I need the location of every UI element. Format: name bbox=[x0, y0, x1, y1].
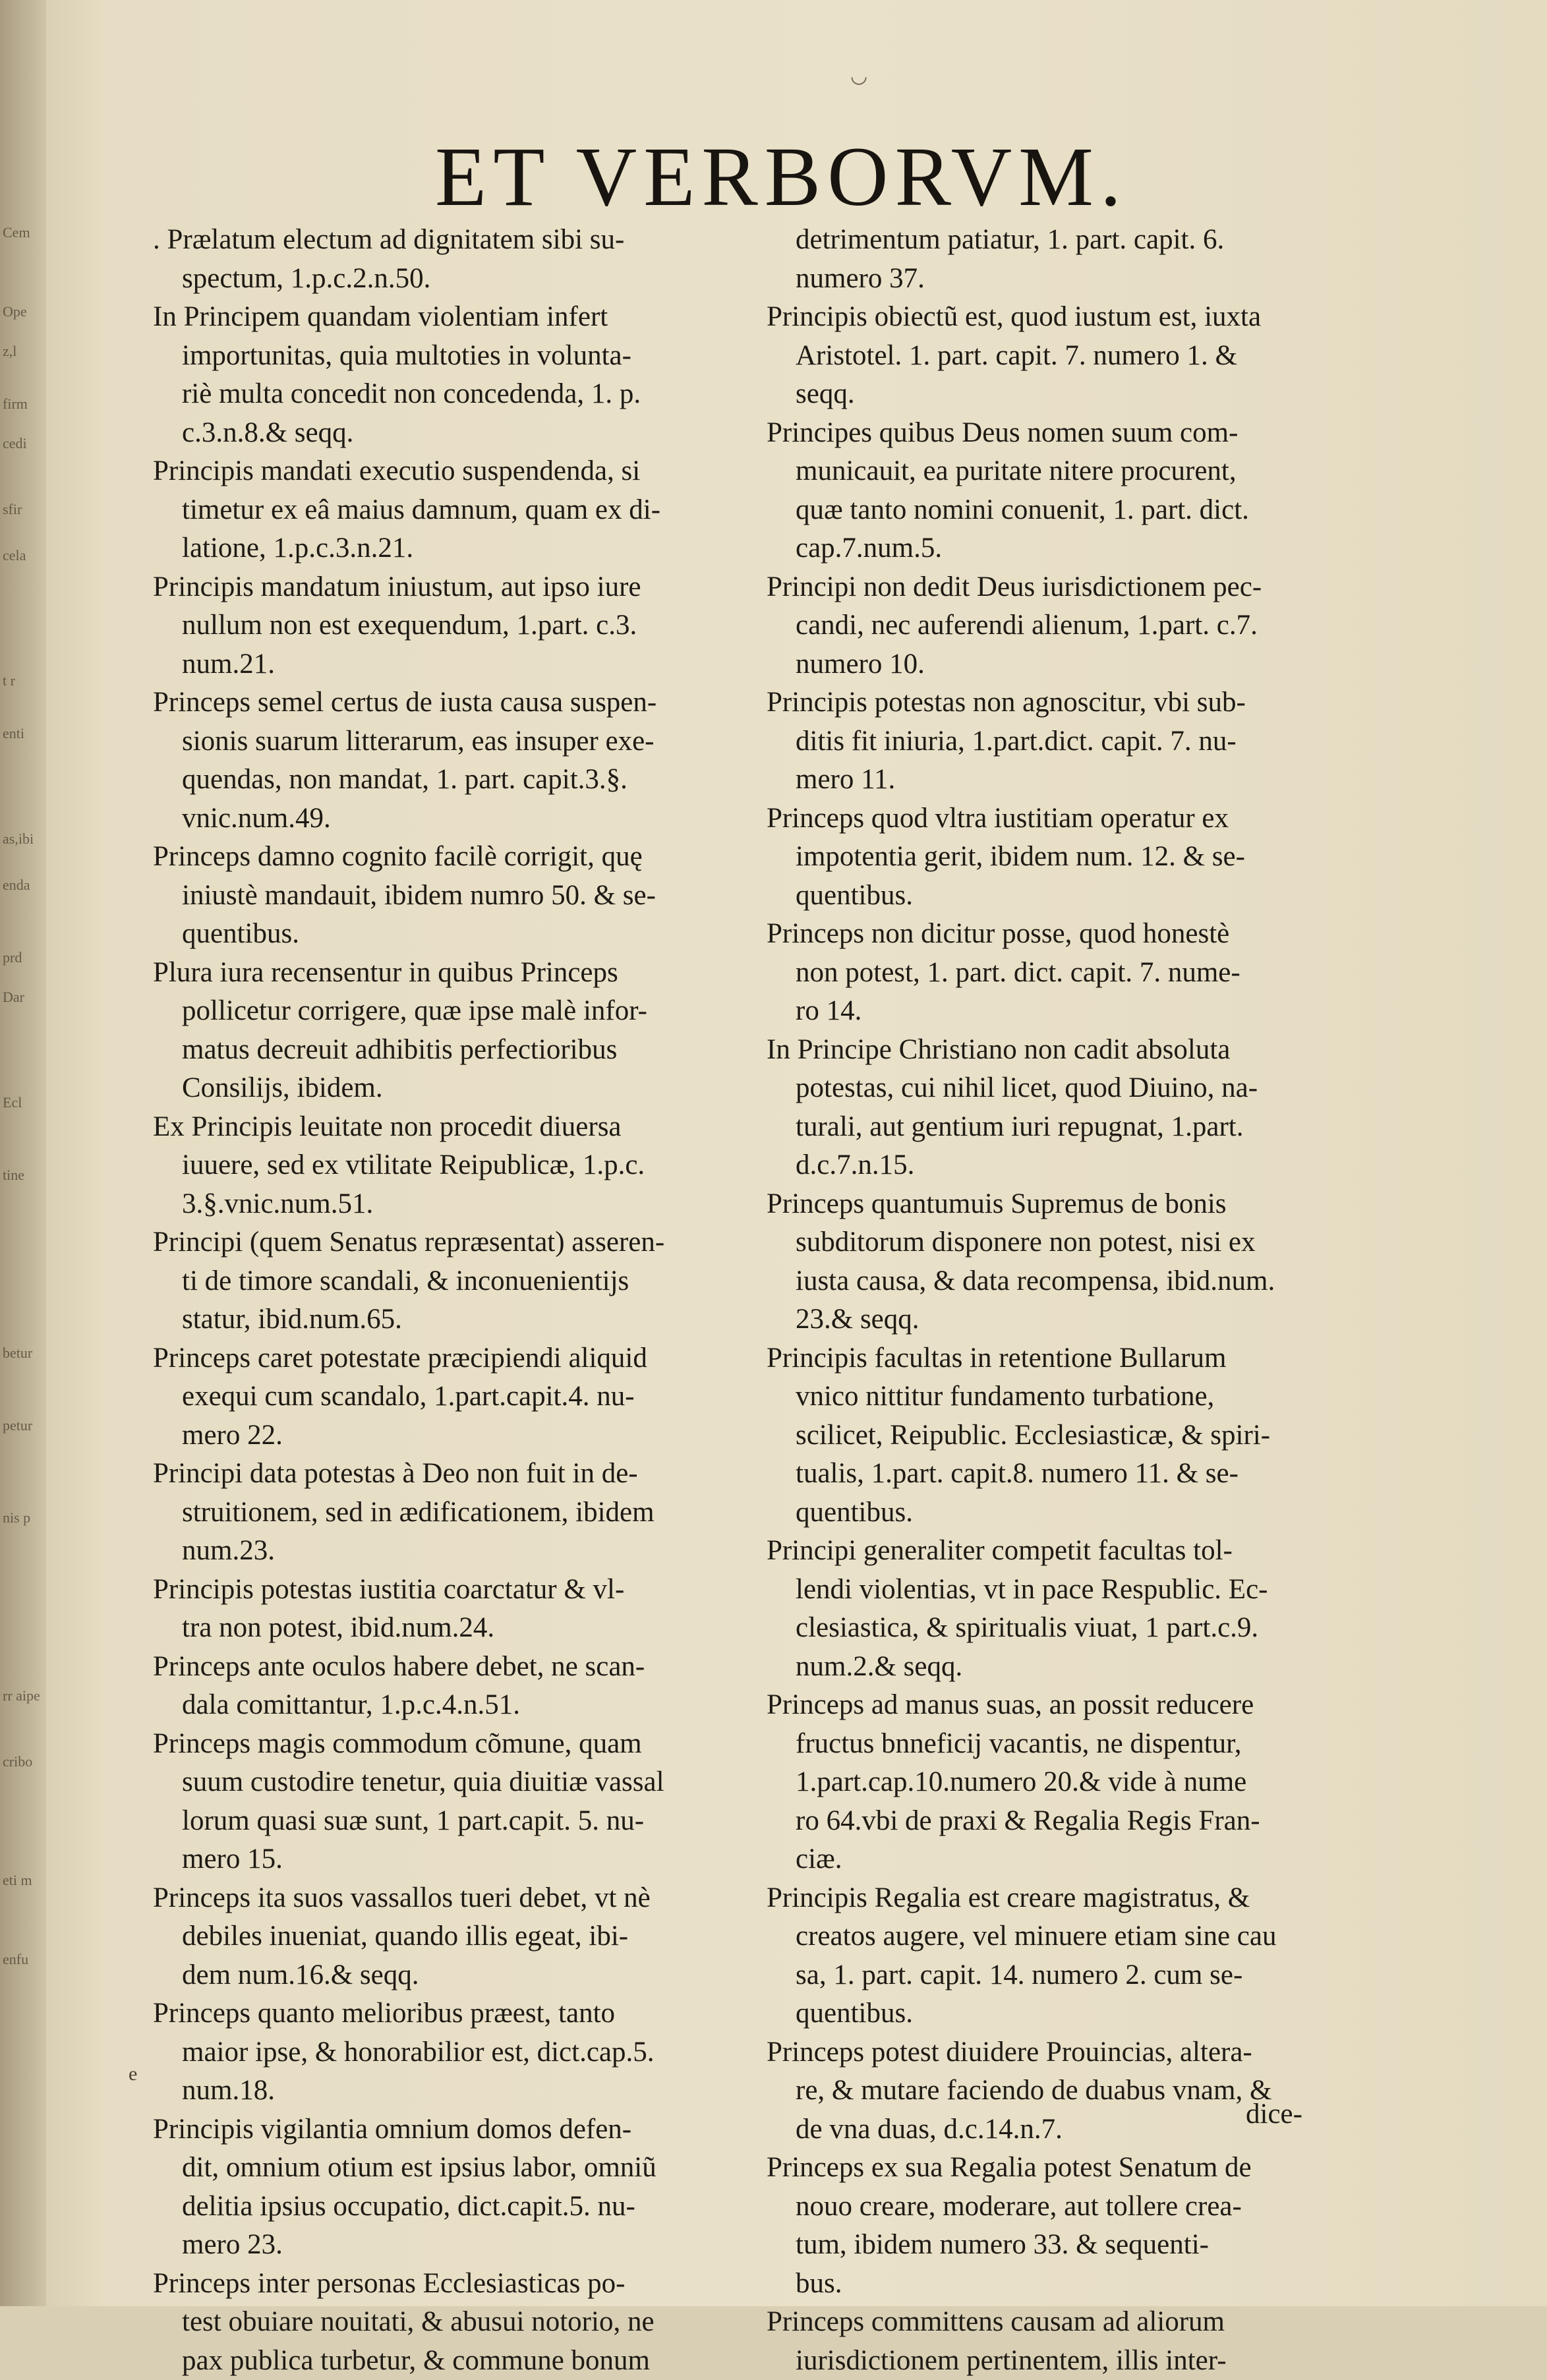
index-line: quæ tanto nomini conuenit, 1. part. dict. bbox=[767, 491, 1347, 530]
index-line: municauit, ea puritate nitere procurent, bbox=[767, 452, 1347, 491]
margin-fragment: enti bbox=[3, 725, 24, 742]
index-line: Aristotel. 1. part. capit. 7. numero 1. & bbox=[767, 337, 1347, 376]
index-line: lendi violentias, vt in pace Respublic. Ec- bbox=[767, 1571, 1347, 1610]
index-line: non potest, 1. part. dict. capit. 7. nume- bbox=[767, 954, 1347, 993]
index-line: spectum, 1.p.c.2.n.50. bbox=[153, 260, 746, 299]
index-line: Principis facultas in retentione Bullarum bbox=[767, 1339, 1347, 1378]
index-line: exequi cum scandalo, 1.part.capit.4. nu- bbox=[153, 1378, 746, 1416]
margin-fragment: Cem bbox=[3, 224, 30, 241]
index-line: Princeps ex sua Regalia potest Senatum de bbox=[767, 2149, 1347, 2188]
index-line: sionis suarum litterarum, eas insuper exe- bbox=[153, 722, 746, 761]
index-line: iurisdictionem pertinentem, illis inter- bbox=[767, 2342, 1347, 2380]
signature-mark: e bbox=[129, 2063, 137, 2085]
index-line: Consilijs, ibidem. bbox=[153, 1069, 746, 1108]
margin-fragment: petur bbox=[3, 1417, 32, 1434]
index-line: numero 10. bbox=[767, 645, 1347, 684]
margin-fragment: enda bbox=[3, 877, 30, 894]
index-line: ti de timore scandali, & inconuenientijs bbox=[153, 1262, 746, 1301]
index-line: quendas, non mandat, 1. part. capit.3.§. bbox=[153, 761, 746, 799]
margin-fragment: firm bbox=[3, 395, 28, 413]
index-line: debiles inueniat, quando illis egeat, ibi- bbox=[153, 1917, 746, 1956]
index-line: ro 14. bbox=[767, 992, 1347, 1031]
index-line: Principis potestas iustitia coarctatur & vl- bbox=[153, 1571, 746, 1610]
index-line: Princeps caret potestate præcipiendi aliquid bbox=[153, 1339, 746, 1378]
index-line: scilicet, Reipublic. Ecclesiasticæ, & spiri- bbox=[767, 1416, 1347, 1455]
index-line: candi, nec auferendi alienum, 1.part. c.7. bbox=[767, 606, 1347, 645]
index-line: Princeps ita suos vassallos tueri debet, vt nè bbox=[153, 1879, 746, 1918]
index-line: Princeps potest diuidere Prouincias, altera- bbox=[767, 2033, 1347, 2072]
index-line: cap.7.num.5. bbox=[767, 529, 1347, 568]
index-line: sa, 1. part. capit. 14. numero 2. cum se- bbox=[767, 1956, 1347, 1995]
right-column bbox=[767, 221, 1347, 2380]
index-line: test obuiare nouitati, & abusui notorio, ne bbox=[153, 2303, 746, 2342]
margin-fragment: cedi bbox=[3, 435, 27, 452]
index-line: Principi generaliter competit facultas tol- bbox=[767, 1532, 1347, 1571]
margin-fragment: tine bbox=[3, 1167, 24, 1184]
index-line: Princeps quod vltra iustitiam operatur ex bbox=[767, 799, 1347, 838]
index-line: pollicetur corrigere, quæ ipse malè infor- bbox=[153, 992, 746, 1031]
index-line: Princeps non dicitur posse, quod honestè bbox=[767, 915, 1347, 954]
margin-fragment: enfu bbox=[3, 1951, 28, 1968]
index-line: c.3.n.8.& seqq. bbox=[153, 414, 746, 453]
index-line: impotentia gerit, ibidem num. 12. & se- bbox=[767, 838, 1347, 877]
index-line: dit, omnium otium est ipsius labor, omniũ bbox=[153, 2149, 746, 2188]
index-line: mero 15. bbox=[153, 1840, 746, 1879]
index-line: num.21. bbox=[153, 645, 746, 684]
index-line: mero 22. bbox=[153, 1416, 746, 1455]
page-title: ET VERBORVM. bbox=[435, 129, 1173, 225]
margin-fragment: nis p bbox=[3, 1509, 30, 1526]
index-line: Principes quibus Deus nomen suum com- bbox=[767, 414, 1347, 453]
margin-fragment: Ecl bbox=[3, 1094, 22, 1111]
index-line: dem num.16.& seqq. bbox=[153, 1956, 746, 1995]
index-line: Princeps committens causam ad aliorum bbox=[767, 2303, 1347, 2342]
index-line: tra non potest, ibid.num.24. bbox=[153, 1609, 746, 1648]
index-line: re, & mutare faciendo de duabus vnam, & bbox=[767, 2072, 1347, 2110]
index-line: Princeps quantumuis Supremus de bonis bbox=[767, 1185, 1347, 1224]
index-line: 23.& seqq. bbox=[767, 1300, 1347, 1339]
margin-fragment: t r bbox=[3, 672, 15, 689]
index-line: subditorum disponere non potest, nisi ex bbox=[767, 1223, 1347, 1262]
margin-fragment: Ope bbox=[3, 303, 27, 320]
index-line: tualis, 1.part. capit.8. numero 11. & se- bbox=[767, 1455, 1347, 1494]
index-line: iniustè mandauit, ibidem numro 50. & se- bbox=[153, 877, 746, 915]
margin-fragment: prd bbox=[3, 949, 22, 966]
index-line: iusta causa, & data recompensa, ibid.num. bbox=[767, 1262, 1347, 1301]
index-line: mero 23. bbox=[153, 2226, 746, 2265]
index-line: Principi non dedit Deus iurisdictionem pec- bbox=[767, 568, 1347, 607]
index-line: numero 37. bbox=[767, 260, 1347, 299]
index-line: timetur ex eâ maius damnum, quam ex di- bbox=[153, 491, 746, 530]
index-line: tum, ibidem numero 33. & sequenti- bbox=[767, 2226, 1347, 2265]
index-line: d.c.7.n.15. bbox=[767, 1146, 1347, 1185]
index-line: In Principe Christiano non cadit absoluta bbox=[767, 1031, 1347, 1070]
index-line: Princeps quanto melioribus præest, tanto bbox=[153, 1994, 746, 2033]
index-line: seqq. bbox=[767, 375, 1347, 414]
index-line: nullum non est exequendum, 1.part. c.3. bbox=[153, 606, 746, 645]
index-line: Principis vigilantia omnium domos defen- bbox=[153, 2110, 746, 2149]
catchword: dice- bbox=[1246, 2098, 1302, 2130]
index-line: Princeps inter personas Ecclesiasticas po- bbox=[153, 2265, 746, 2304]
index-line: num.2.& seqq. bbox=[767, 1648, 1347, 1687]
index-line: pax publica turbetur, & commune bonum bbox=[153, 2342, 746, 2380]
index-line: latione, 1.p.c.3.n.21. bbox=[153, 529, 746, 568]
index-line: num.23. bbox=[153, 1532, 746, 1571]
margin-fragment: rr aipe bbox=[3, 1687, 40, 1704]
index-line: Principis Regalia est creare magistratus, & bbox=[767, 1879, 1347, 1918]
margin-fragment: betur bbox=[3, 1345, 32, 1362]
index-line: Principi (quem Senatus repræsentat) asseren- bbox=[153, 1223, 746, 1262]
index-line: detrimentum patiatur, 1. part. capit. 6. bbox=[767, 221, 1347, 260]
index-line: matus decreuit adhibitis perfectioribus bbox=[153, 1031, 746, 1070]
index-line: nouo creare, moderare, aut tollere crea- bbox=[767, 2188, 1347, 2226]
index-line: suum custodire tenetur, quia diuitiæ vassal bbox=[153, 1763, 746, 1802]
facing-page-edge bbox=[0, 0, 46, 2306]
index-line: Princeps ante oculos habere debet, ne scan- bbox=[153, 1648, 746, 1687]
index-line: quentibus. bbox=[767, 1994, 1347, 2033]
index-line: quentibus. bbox=[767, 1494, 1347, 1532]
index-line: struitionem, sed in ædificationem, ibidem bbox=[153, 1494, 746, 1532]
index-line: . Prælatum electum ad dignitatem sibi su- bbox=[153, 221, 746, 260]
index-line: ro 64.vbi de praxi & Regalia Regis Fran- bbox=[767, 1802, 1347, 1841]
index-line: vnico nittitur fundamento turbatione, bbox=[767, 1378, 1347, 1416]
index-line: Principis obiectũ est, quod iustum est, iuxta bbox=[767, 298, 1347, 337]
index-line: 1.part.cap.10.numero 20.& vide à nume bbox=[767, 1763, 1347, 1802]
index-line: Principis mandatum iniustum, aut ipso iure bbox=[153, 568, 746, 607]
index-line: Princeps semel certus de iusta causa suspen- bbox=[153, 683, 746, 722]
index-line: num.18. bbox=[153, 2072, 746, 2110]
index-line: importunitas, quia multoties in volunta- bbox=[153, 337, 746, 376]
index-line: Principi data potestas à Deo non fuit in de- bbox=[153, 1455, 746, 1494]
margin-fragment: z,l bbox=[3, 343, 16, 360]
index-line: quentibus. bbox=[767, 877, 1347, 915]
index-line: ditis fit iniuria, 1.part.dict. capit. 7. nu- bbox=[767, 722, 1347, 761]
margin-fragment: as,ibi bbox=[3, 830, 34, 848]
index-line: Princeps damno cognito facilè corrigit, quę bbox=[153, 838, 746, 877]
page-speck: ◡ bbox=[850, 65, 867, 88]
index-line: Princeps magis commodum cõmune, quam bbox=[153, 1725, 746, 1764]
index-line: Princeps ad manus suas, an possit reducere bbox=[767, 1686, 1347, 1725]
index-line: maior ipse, & honorabilior est, dict.cap.5. bbox=[153, 2033, 746, 2072]
index-line: 3.§.vnic.num.51. bbox=[153, 1185, 746, 1224]
index-line: vnic.num.49. bbox=[153, 799, 746, 838]
index-line: quentibus. bbox=[153, 915, 746, 954]
index-line: mero 11. bbox=[767, 761, 1347, 799]
margin-fragment: Dar bbox=[3, 989, 24, 1006]
index-line: iuuere, sed ex vtilitate Reipublicæ, 1.p.c. bbox=[153, 1146, 746, 1185]
margin-fragment: sfir bbox=[3, 501, 22, 518]
index-line: clesiastica, & spiritualis viuat, 1 part.c.9. bbox=[767, 1609, 1347, 1648]
index-line: turali, aut gentium iuri repugnat, 1.part. bbox=[767, 1108, 1347, 1147]
index-line: bus. bbox=[767, 2265, 1347, 2304]
index-line: lorum quasi suæ sunt, 1 part.capit. 5. nu- bbox=[153, 1802, 746, 1841]
index-line: Principis potestas non agnoscitur, vbi sub- bbox=[767, 683, 1347, 722]
margin-fragment: cela bbox=[3, 547, 26, 564]
index-line: fructus bnneficij vacantis, ne dispentur, bbox=[767, 1725, 1347, 1764]
index-line: dala comittantur, 1.p.c.4.n.51. bbox=[153, 1686, 746, 1725]
index-line: In Principem quandam violentiam infert bbox=[153, 298, 746, 337]
index-line: Ex Principis leuitate non procedit diuersa bbox=[153, 1108, 746, 1147]
index-line: delitia ipsius occupatio, dict.capit.5. nu- bbox=[153, 2188, 746, 2226]
index-line: Plura iura recensentur in quibus Princeps bbox=[153, 954, 746, 993]
index-line: statur, ibid.num.65. bbox=[153, 1300, 746, 1339]
margin-fragment: cribo bbox=[3, 1753, 32, 1770]
margin-fragment: eti m bbox=[3, 1872, 32, 1889]
index-line: potestas, cui nihil licet, quod Diuino, na- bbox=[767, 1069, 1347, 1108]
index-line: de vna duas, d.c.14.n.7. bbox=[767, 2110, 1347, 2149]
index-line: Principis mandati executio suspendenda, si bbox=[153, 452, 746, 491]
left-column bbox=[153, 221, 746, 2380]
index-line: riè multa concedit non concedenda, 1. p. bbox=[153, 375, 746, 414]
index-line: creatos augere, vel minuere etiam sine cau bbox=[767, 1917, 1347, 1956]
index-line: ciæ. bbox=[767, 1840, 1347, 1879]
